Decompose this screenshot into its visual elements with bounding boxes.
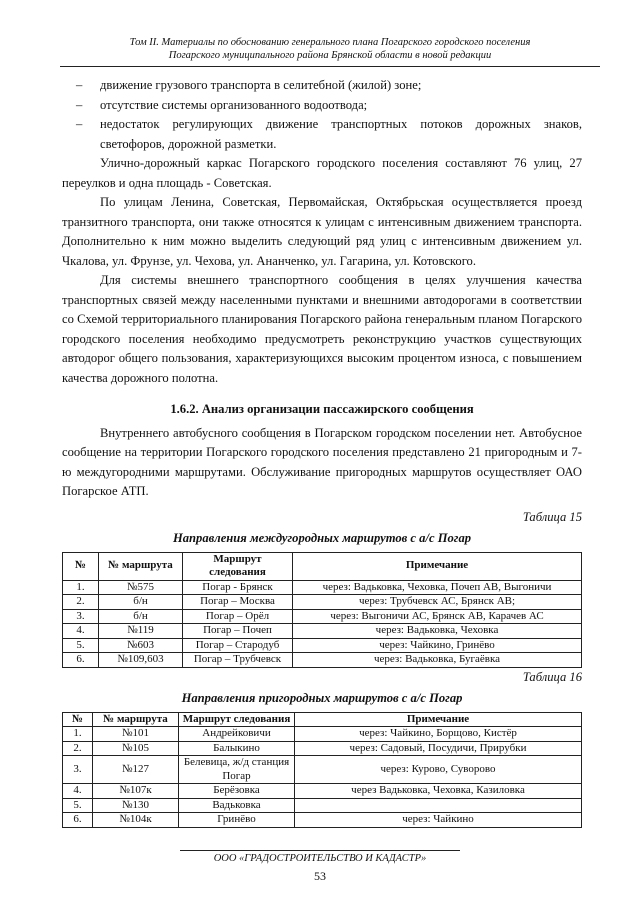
cell: 3. bbox=[63, 756, 93, 784]
cell: Вадьковка bbox=[179, 798, 295, 813]
table-row bbox=[63, 813, 582, 828]
table-row bbox=[63, 624, 582, 639]
footer-organization: ООО «ГРАДОСТРОИТЕЛЬСТВО И КАДАСТР» bbox=[213, 853, 427, 864]
column-header: № маршрута bbox=[93, 712, 179, 727]
list-item-text: недостаток регулирующих движение транспортных потоков дорожных знаков, светофоров, дорожной разметки. bbox=[100, 117, 582, 151]
cell: №107к bbox=[93, 784, 179, 799]
cell: Погар – Орёл bbox=[183, 609, 293, 624]
cell: через: Вадьковка, Чеховка, Почеп АВ, Выгоничи bbox=[293, 580, 582, 595]
cell: 1. bbox=[63, 727, 93, 742]
cell: №603 bbox=[99, 638, 183, 653]
cell: Погар – Стародуб bbox=[183, 638, 293, 653]
table-row bbox=[63, 638, 582, 653]
table-16-label: Таблица 16 bbox=[522, 669, 582, 684]
table-16-title: Направления пригородных маршрутов с а/с Погар bbox=[181, 691, 463, 705]
header-divider bbox=[60, 66, 600, 67]
cell: №105 bbox=[93, 741, 179, 756]
list-item: – недостаток регулирующих движение транспортных потоков дорожных знаков, светофоров, дорожной разметки. bbox=[76, 117, 582, 151]
table-15-title: Направления междугородных маршрутов с а/с Погар bbox=[172, 531, 472, 545]
table-row bbox=[63, 580, 582, 595]
list-item-text: движение грузового транспорта в селитебной (жилой) зоне; bbox=[100, 78, 422, 92]
table-header-row bbox=[63, 552, 582, 580]
column-header: Примечание bbox=[295, 712, 582, 727]
paragraph: Для системы внешнего транспортного сообщения в целях улучшения качества транспортных связей между населенными пунктами и внешними автодорогами в соответствии со Схемой территориального планирования Погарского района генеральным планом Погарского городского поселения необходимо предусмотреть реконструкцию участков существующих автодорог общего пользования, характеризующихся высоким процентом износа, с повышением качества дорожного полотна. bbox=[62, 273, 582, 385]
cell: №127 bbox=[93, 756, 179, 784]
cell: Гринёво bbox=[179, 813, 295, 828]
cell: 3. bbox=[63, 609, 99, 624]
issues-list bbox=[62, 76, 582, 154]
table-row bbox=[63, 609, 582, 624]
cell: 5. bbox=[63, 638, 99, 653]
header-line-1: Том II. Материалы по обоснованию генерального плана Погарского городского поселения bbox=[129, 37, 531, 48]
column-header: Маршрут следования bbox=[183, 552, 293, 580]
table-row bbox=[63, 595, 582, 610]
section-title: 1.6.2. Анализ организации пассажирского сообщения bbox=[170, 402, 474, 416]
cell: Андрейковичи bbox=[179, 727, 295, 742]
cell: №119 bbox=[99, 624, 183, 639]
cell: 2. bbox=[63, 595, 99, 610]
column-header: № bbox=[63, 712, 93, 727]
list-item-text: отсутствие системы организованного водоотвода; bbox=[100, 97, 368, 112]
cell: через Вадьковка, Чеховка, Казиловка bbox=[295, 784, 582, 799]
table-row bbox=[63, 727, 582, 742]
cell: через: Трубчевск АС, Брянск АВ; bbox=[293, 595, 582, 610]
table-row bbox=[63, 784, 582, 799]
cell: б/н bbox=[99, 595, 183, 610]
cell: Балыкино bbox=[179, 741, 295, 756]
cell: через: Чайкино, Гринёво bbox=[293, 638, 582, 653]
column-header: № маршрута bbox=[99, 552, 183, 580]
cell: №575 bbox=[99, 580, 183, 595]
paragraph: Внутреннего автобусного сообщения в Погарском городском поселении нет. Автобусное сообщение на территории Погарского городского поселения представлено 21 пригородным и 7-ю междугородними маршрутами. Обслуживание пригородных маршрутов осуществляет ОАО Погарское АТП. bbox=[62, 425, 582, 498]
cell: №104к bbox=[93, 813, 179, 828]
intercity-routes-table bbox=[62, 552, 582, 668]
cell: Погар – Москва bbox=[183, 595, 293, 610]
cell: 1. bbox=[63, 580, 99, 595]
column-header: № bbox=[63, 552, 99, 580]
table-row bbox=[63, 756, 582, 784]
paragraph: По улицам Ленина, Советская, Первомайская, Октябрьская осуществляется проезд транзитного транспорта, они также относятся к улицам с интенсивным движением транспорта. Дополнительно к ним можно выделить следующий ряд улиц с интенсивным движением ул. Чкалова, ул. Фрунзе, ул. Чехова, ул. Ананченко, ул. Гагарина, ул. Котовского. bbox=[62, 195, 582, 268]
paragraph: Улично-дорожный каркас Погарского городского поселения составляют 76 улиц, 27 переулков и одна площадь - Советская. bbox=[62, 156, 582, 190]
cell: Погар – Почеп bbox=[183, 624, 293, 639]
page-number: 53 bbox=[314, 869, 326, 883]
list-item: – отсутствие системы организованного водоотвода; bbox=[76, 97, 368, 112]
cell: через: Курово, Суворово bbox=[295, 756, 582, 784]
cell: 5. bbox=[63, 798, 93, 813]
cell: 4. bbox=[63, 624, 99, 639]
suburban-routes-table bbox=[62, 712, 582, 828]
cell: Белевица, ж/д станция Погар bbox=[179, 756, 295, 784]
table-row bbox=[63, 653, 582, 668]
table-header-row bbox=[63, 712, 582, 727]
page-header bbox=[60, 36, 600, 62]
cell: 4. bbox=[63, 784, 93, 799]
list-item: – движение грузового транспорта в селитебной (жилой) зоне; bbox=[76, 78, 422, 92]
column-header: Маршрут следования bbox=[179, 712, 295, 727]
cell: №101 bbox=[93, 727, 179, 742]
cell: Берёзовка bbox=[179, 784, 295, 799]
cell: б/н bbox=[99, 609, 183, 624]
footer-divider bbox=[180, 850, 460, 851]
cell: через: Вадьковка, Чеховка bbox=[293, 624, 582, 639]
cell: через: Выгоничи АС, Брянск АВ, Карачев АС bbox=[293, 609, 582, 624]
cell: 6. bbox=[63, 813, 93, 828]
cell: через: Вадьковка, Бугаёвка bbox=[293, 653, 582, 668]
header-line-2: Погарского муниципального района Брянской области в новой редакции bbox=[168, 50, 492, 61]
table-15-label: Таблица 15 bbox=[522, 509, 582, 524]
cell: через: Чайкино bbox=[295, 813, 582, 828]
body-content bbox=[62, 76, 582, 828]
table-row bbox=[63, 741, 582, 756]
table-row bbox=[63, 798, 582, 813]
column-header: Примечание bbox=[293, 552, 582, 580]
cell: через: Чайкино, Борщово, Кистёр bbox=[295, 727, 582, 742]
cell: Погар - Брянск bbox=[183, 580, 293, 595]
cell: №109,603 bbox=[99, 653, 183, 668]
cell bbox=[295, 798, 582, 813]
cell: 6. bbox=[63, 653, 99, 668]
cell: 2. bbox=[63, 741, 93, 756]
cell: Погар – Трубчевск bbox=[183, 653, 293, 668]
cell: через: Садовый, Посудичи, Прирубки bbox=[295, 741, 582, 756]
cell: №130 bbox=[93, 798, 179, 813]
